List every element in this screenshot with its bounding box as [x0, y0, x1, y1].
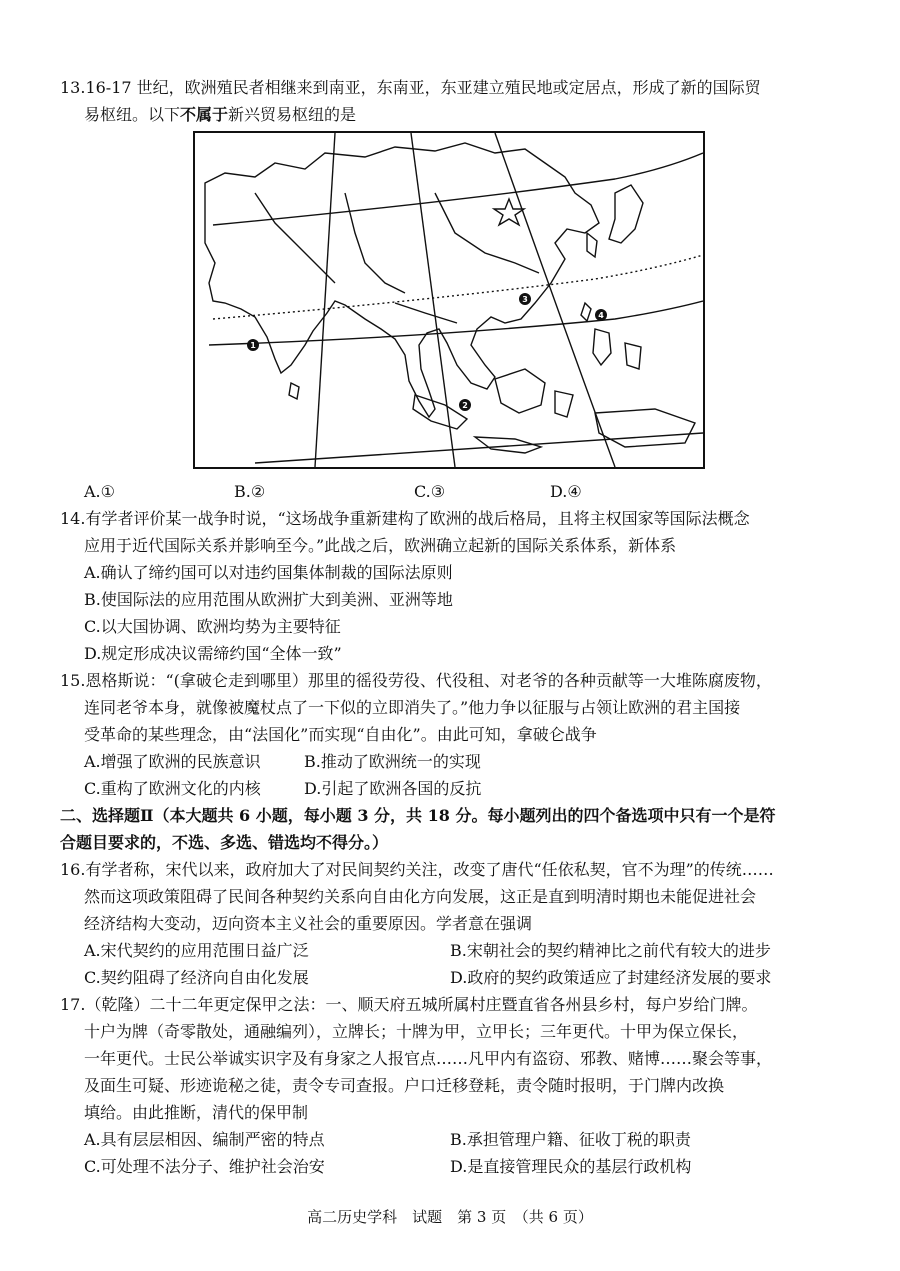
q15-line-3: 受革命的某些理念，由“法国化”而实现“自由化”。由此可知，拿破仑战争	[84, 725, 597, 744]
q13-option-d: D.④	[550, 482, 582, 501]
marker-2-label: 2	[462, 401, 468, 410]
q14-line-1: 14.有学者评价某一战争时说，“这场战争重新建构了欧洲的战后格局，且将主权国家等国际法概念	[60, 509, 750, 528]
q16-option-row-1	[60, 937, 850, 964]
marker-4-label: 4	[598, 311, 604, 320]
page-footer: 高二历史学科 试题 第 3 页 （共 6 页）	[307, 1208, 593, 1226]
section-2-heading	[60, 802, 850, 856]
q15-line-2: 连同老爷本身，就像被魔杖点了一下似的立即消失了。”他力争以征服与占领让欧洲的君主国接	[84, 698, 741, 717]
q17-option-d: D.是直接管理民众的基层行政机构	[450, 1157, 692, 1176]
q15-option-b: B.推动了欧洲统一的实现	[304, 752, 481, 771]
border-line-3	[435, 193, 539, 273]
q15-line-1: 15.恩格斯说：“(拿破仑走到哪里）那里的徭役劳役、代役租、对老爷的各种贡献等一大堆陈腐废物，	[60, 671, 772, 690]
asia-trade-map	[193, 131, 705, 469]
section-2-line-2: 合题目要求的，不选、多选、错选均不得分。）	[60, 833, 389, 852]
q13-line-1: 13.16-17 世纪，欧洲殖民者相继来到南亚，东南亚，东亚建立殖民地或定居点，形成了新的国际贸	[60, 78, 761, 97]
philippines-outline	[581, 303, 591, 321]
new-guinea-outline	[595, 409, 695, 447]
q17-option-row-2	[60, 1153, 850, 1180]
question-16	[60, 856, 850, 991]
asia-outline	[205, 143, 599, 417]
question-13	[60, 74, 850, 128]
q17-line-3: 一年更代。士民公举诚实识字及有身家之人报官点……凡甲内有盗窃、邪教、赌博……聚会等事，	[84, 1049, 773, 1068]
q16-option-c: C.契约阻碍了经济向自由化发展	[84, 968, 309, 987]
q13-line-2-post: 新兴贸易枢纽的是	[228, 105, 357, 124]
q13-options	[60, 478, 850, 505]
korea-outline	[587, 233, 597, 257]
question-14	[60, 505, 850, 667]
q16-option-b: B.宋朝社会的契约精神比之前代有较大的进步	[450, 941, 771, 960]
section-2-line-1: 二、选择题Ⅱ（本大题共 6 小题，每小题 3 分，共 18 分。每小题列出的四个备选项中只有一个是符	[60, 806, 776, 825]
sri-lanka-outline	[289, 383, 299, 399]
q15-option-row-2	[60, 775, 850, 802]
borneo-outline	[495, 369, 545, 413]
border-line-4	[395, 303, 457, 323]
q17-line-2: 十户为牌（奇零散处，通融编列），立牌长；十牌为甲，立甲长；三年更代。十甲为保立保长，	[84, 1022, 749, 1041]
island-outline-1	[625, 343, 641, 369]
sumatra-outline	[413, 395, 467, 429]
marker-1-label: 1	[250, 341, 256, 350]
marker-3-label: 3	[522, 295, 528, 304]
question-17	[60, 991, 850, 1180]
q14-option-c: C.以大国协调、欧洲均势为主要特征	[84, 617, 341, 636]
q17-line-4: 及面生可疑、形迹诡秘之徒，责令专司查报。户口迁移登耗，责令随时报明，于门牌内改换	[84, 1076, 725, 1095]
meridian-3	[495, 133, 615, 467]
q13-option-a: A.①	[84, 482, 115, 501]
q16-option-a: A.宋代契约的应用范围日益广泛	[84, 941, 309, 960]
q15-option-a: A.增强了欧洲的民族意识	[84, 752, 261, 771]
q17-line-5: 填给。由此推断，清代的保甲制	[84, 1103, 309, 1122]
japan-outline	[609, 185, 643, 243]
philippines-south-outline	[593, 329, 611, 365]
q16-line-3: 经济结构大变动，迈向资本主义社会的重要原因。学者意在强调	[84, 914, 533, 933]
q16-line-1: 16.有学者称，宋代以来，政府加大了对民间契约关注，改变了唐代“任依私契，官不为理”的传统……	[60, 860, 774, 879]
q13-bold-word: 不属于	[180, 105, 229, 124]
q15-option-d: D.引起了欧洲各国的反抗	[304, 779, 482, 798]
q15-option-row-1	[60, 748, 850, 775]
q17-option-a: A.具有层层相因、编制严密的特点	[84, 1130, 325, 1149]
q16-option-d: D.政府的契约政策适应了封建经济发展的要求	[450, 968, 772, 987]
sulawesi-outline	[555, 391, 573, 417]
q13-line-2	[60, 101, 850, 128]
q14-line-2: 应用于近代国际关系并影响至今。”此战之后，欧洲确立起新的国际关系体系，新体系	[84, 536, 677, 555]
q14-option-d: D.规定形成决议需缔约国“全体一致”	[84, 644, 342, 663]
q17-option-c: C.可处理不法分子、维护社会治安	[84, 1157, 325, 1176]
q16-line-2: 然而这项政策阻碍了民间各种契约关系向自由化方向发展，这正是直到明清时期也未能促进社会	[84, 887, 757, 906]
q13-line-2-pre: 易枢纽。以下	[84, 105, 181, 124]
q15-option-c: C.重构了欧洲文化的内核	[84, 779, 261, 798]
tropic-dotted-line	[213, 255, 703, 319]
q17-option-row-1	[60, 1126, 850, 1153]
meridian-1	[315, 133, 335, 467]
map-drawing	[195, 133, 703, 467]
q14-option-a: A.确认了缔约国可以对违约国集体制裁的国际法原则	[84, 563, 453, 582]
q13-option-c: C.③	[414, 482, 446, 501]
border-line-1	[255, 193, 335, 283]
parallel-line-1	[213, 153, 703, 225]
q16-option-row-2	[60, 964, 850, 991]
q13-option-row	[60, 478, 850, 505]
question-15	[60, 667, 850, 802]
q13-option-b: B.②	[234, 482, 266, 501]
q17-line-1: 17.（乾隆）二十二年更定保甲之法：一、顺天府五城所属村庄暨直省各州县乡村，每户岁给门牌。	[60, 995, 758, 1014]
q17-option-b: B.承担管理户籍、征收丁税的职责	[450, 1130, 691, 1149]
q14-option-b: B.使国际法的应用范围从欧洲扩大到美洲、亚洲等地	[84, 590, 453, 609]
